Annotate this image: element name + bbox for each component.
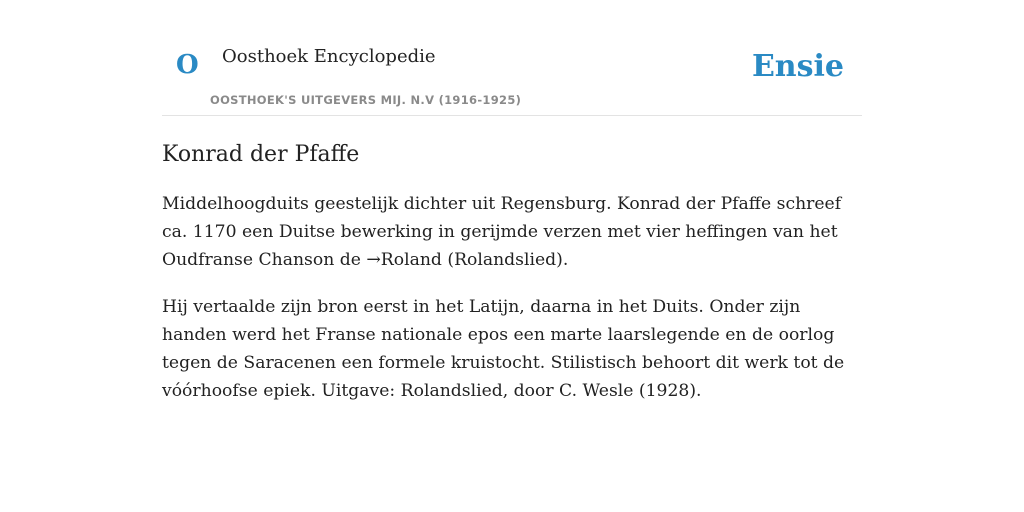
page xyxy=(162,0,862,405)
cross-reference-link[interactable]: →Roland xyxy=(366,250,442,271)
article-paragraph-2: Hij vertaalde zijn bron eerst in het Latijn, daarna in het Duits. Onder zijn handen werd het Franse nationale epos een marte laarslegende en de oorlog tegen de Saracenen een formele kruistocht. Stilistisch behoort dit werk tot de vóórhoofse epiek. Uitgave: Rolandslied, door C. Wesle (1928). xyxy=(162,297,845,402)
article-title: Konrad der Pfaffe xyxy=(162,142,360,167)
logo-letter[interactable]: O xyxy=(176,50,199,80)
site-title[interactable]: Oosthoek Encyclopedie xyxy=(222,46,436,67)
paragraph-text: Middelhoogduits geestelijk dichter uit Regensburg. Konrad der Pfaffe schreef ca. 1170 een Duitse bewerking in gerijmde verzen met vier heffingen van het Oudfranse Chanson de xyxy=(162,194,842,271)
brand-logo-link[interactable]: Ensie xyxy=(751,49,844,84)
article-paragraph-1 xyxy=(162,190,862,274)
paragraph-text: (Rolandslied). xyxy=(441,250,569,271)
site-subtitle: OOSTHOEK'S UITGEVERS MIJ. N.V (1916-1925) xyxy=(210,93,522,107)
site-header xyxy=(162,0,862,116)
